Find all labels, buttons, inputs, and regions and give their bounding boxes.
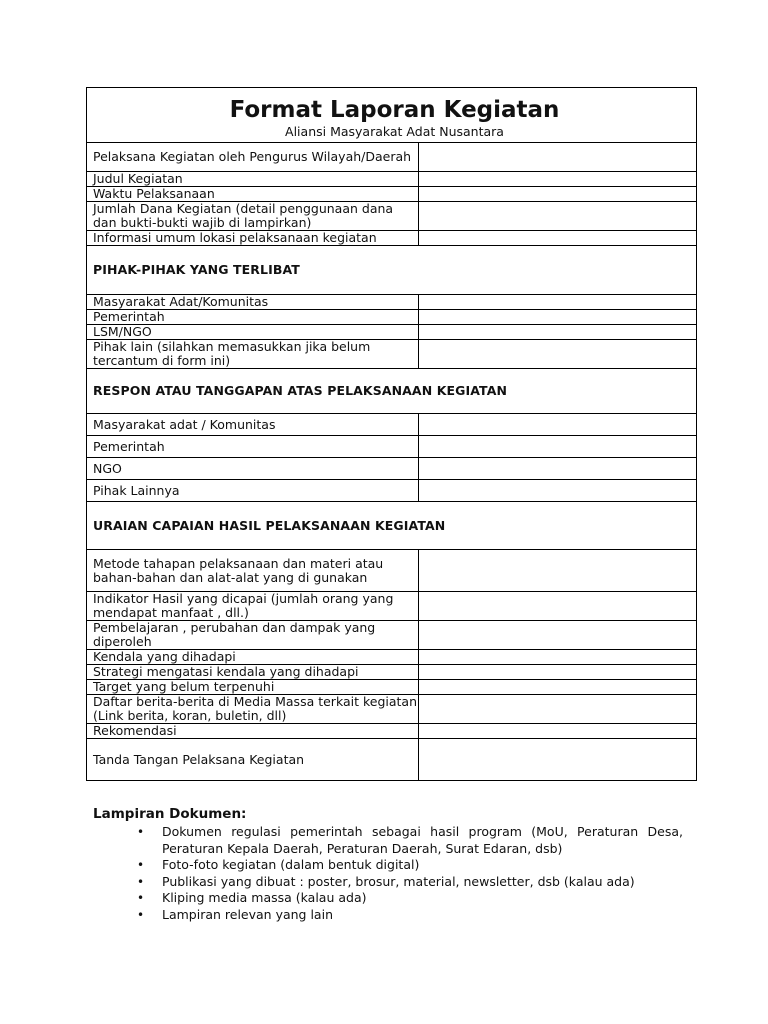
bullet-icon: • [137, 825, 145, 839]
form-row [87, 680, 697, 695]
field-label: Strategi mengatasi kendala yang dihadapi [87, 665, 419, 680]
field-label: Masyarakat adat / Komunitas [87, 414, 419, 436]
form-row [87, 325, 697, 340]
field-value[interactable] [419, 724, 697, 739]
field-value[interactable] [419, 680, 697, 695]
bullet-icon: • [137, 907, 145, 922]
form-row [87, 295, 697, 310]
field-value[interactable] [419, 231, 697, 246]
field-label: Tanda Tangan Pelaksana Kegiatan [87, 739, 419, 781]
attachments-section [93, 806, 683, 923]
form-row [87, 724, 697, 739]
field-label: LSM/NGO [87, 325, 419, 340]
field-value[interactable] [419, 480, 697, 502]
field-label: Pihak lain (silahkan memasukkan jika belum tercantum di form ini) [87, 340, 419, 369]
field-value[interactable] [419, 665, 697, 680]
form-row [87, 436, 697, 458]
field-value[interactable] [419, 172, 697, 187]
field-label: Target yang belum terpenuhi [87, 680, 419, 695]
field-label: Indikator Hasil yang dicapai (jumlah orang yang mendapat manfaat , dll.) [87, 592, 419, 621]
section-row [87, 369, 697, 414]
form-row [87, 231, 697, 246]
field-value[interactable] [419, 650, 697, 665]
field-value[interactable] [419, 325, 697, 340]
section-heading: PIHAK-PIHAK YANG TERLIBAT [87, 246, 697, 295]
document-subtitle: Aliansi Masyarakat Adat Nusantara [285, 123, 504, 139]
field-value[interactable] [419, 310, 697, 325]
field-value[interactable] [419, 550, 697, 592]
document-title: Format Laporan Kegiatan [229, 96, 560, 123]
form-row [87, 414, 697, 436]
form-row [87, 739, 697, 781]
section-heading: RESPON ATAU TANGGAPAN ATAS PELAKSANAAN KEGIATAN [87, 369, 697, 414]
field-value[interactable] [419, 414, 697, 436]
field-value[interactable] [419, 202, 697, 231]
bullet-icon: • [137, 874, 145, 889]
field-label: Daftar berita-berita di Media Massa terkait kegiatan (Link berita, koran, buletin, dll) [87, 695, 419, 724]
field-label: Pemerintah [87, 436, 419, 458]
field-label: Informasi umum lokasi pelaksanaan kegiatan [87, 231, 419, 246]
bullet-icon: • [137, 858, 145, 872]
form-row [87, 695, 697, 724]
form-row [87, 621, 697, 650]
field-label: Pemerintah [87, 310, 419, 325]
form-row [87, 458, 697, 480]
field-value[interactable] [419, 187, 697, 202]
field-value[interactable] [419, 458, 697, 480]
field-label: Metode tahapan pelaksanaan dan materi atau bahan-bahan dan alat-alat yang di gunakan [87, 550, 419, 592]
form-row [87, 650, 697, 665]
form-row [87, 143, 697, 172]
field-value[interactable] [419, 436, 697, 458]
field-label: Rekomendasi [87, 724, 419, 739]
form-row [87, 550, 697, 592]
form-row [87, 187, 697, 202]
form-row [87, 172, 697, 187]
field-value[interactable] [419, 143, 697, 172]
form-row [87, 340, 697, 369]
attachments-list [93, 824, 683, 923]
section-row [87, 246, 697, 295]
form-row [87, 665, 697, 680]
form-row [87, 310, 697, 325]
field-label: Jumlah Dana Kegiatan (detail penggunaan dana dan bukti-bukti wajib di lampirkan) [87, 202, 419, 231]
field-label: Pembelajaran , perubahan dan dampak yang diperoleh [87, 621, 419, 650]
field-label: NGO [87, 458, 419, 480]
report-form-table [86, 87, 697, 781]
signature-field[interactable] [419, 739, 697, 781]
list-item: • Foto-foto kegiatan (dalam bentuk digital) [137, 857, 420, 872]
attachments-heading: Lampiran Dokumen: [93, 806, 247, 822]
field-value[interactable] [419, 592, 697, 621]
section-heading: URAIAN CAPAIAN HASIL PELAKSANAAN KEGIATAN [87, 502, 697, 550]
field-value[interactable] [419, 621, 697, 650]
form-row [87, 480, 697, 502]
section-row [87, 502, 697, 550]
field-value[interactable] [419, 295, 697, 310]
list-item: • Dokumen regulasi pemerintah sebagai hasil program (MoU, Peraturan Desa, Peraturan Kepala Daerah, Peraturan Daerah, Surat Edaran, dsb) [137, 824, 683, 856]
list-item: • Kliping media massa (kalau ada) [137, 890, 367, 905]
form-row [87, 202, 697, 231]
field-label: Judul Kegiatan [87, 172, 419, 187]
title-row [87, 88, 697, 143]
field-label: Masyarakat Adat/Komunitas [87, 295, 419, 310]
form-row [87, 592, 697, 621]
bullet-icon: • [137, 891, 145, 905]
list-item: • Lampiran relevan yang lain [137, 906, 333, 922]
field-label: Pelaksana Kegiatan oleh Pengurus Wilayah/Daerah [87, 143, 419, 172]
list-item: • Publikasi yang dibuat : poster, brosur, material, newsletter, dsb (kalau ada) [137, 873, 635, 889]
field-label: Waktu Pelaksanaan [87, 187, 419, 202]
field-label: Pihak Lainnya [87, 480, 419, 502]
field-label: Kendala yang dihadapi [87, 650, 419, 665]
field-value[interactable] [419, 340, 697, 369]
field-value[interactable] [419, 695, 697, 724]
